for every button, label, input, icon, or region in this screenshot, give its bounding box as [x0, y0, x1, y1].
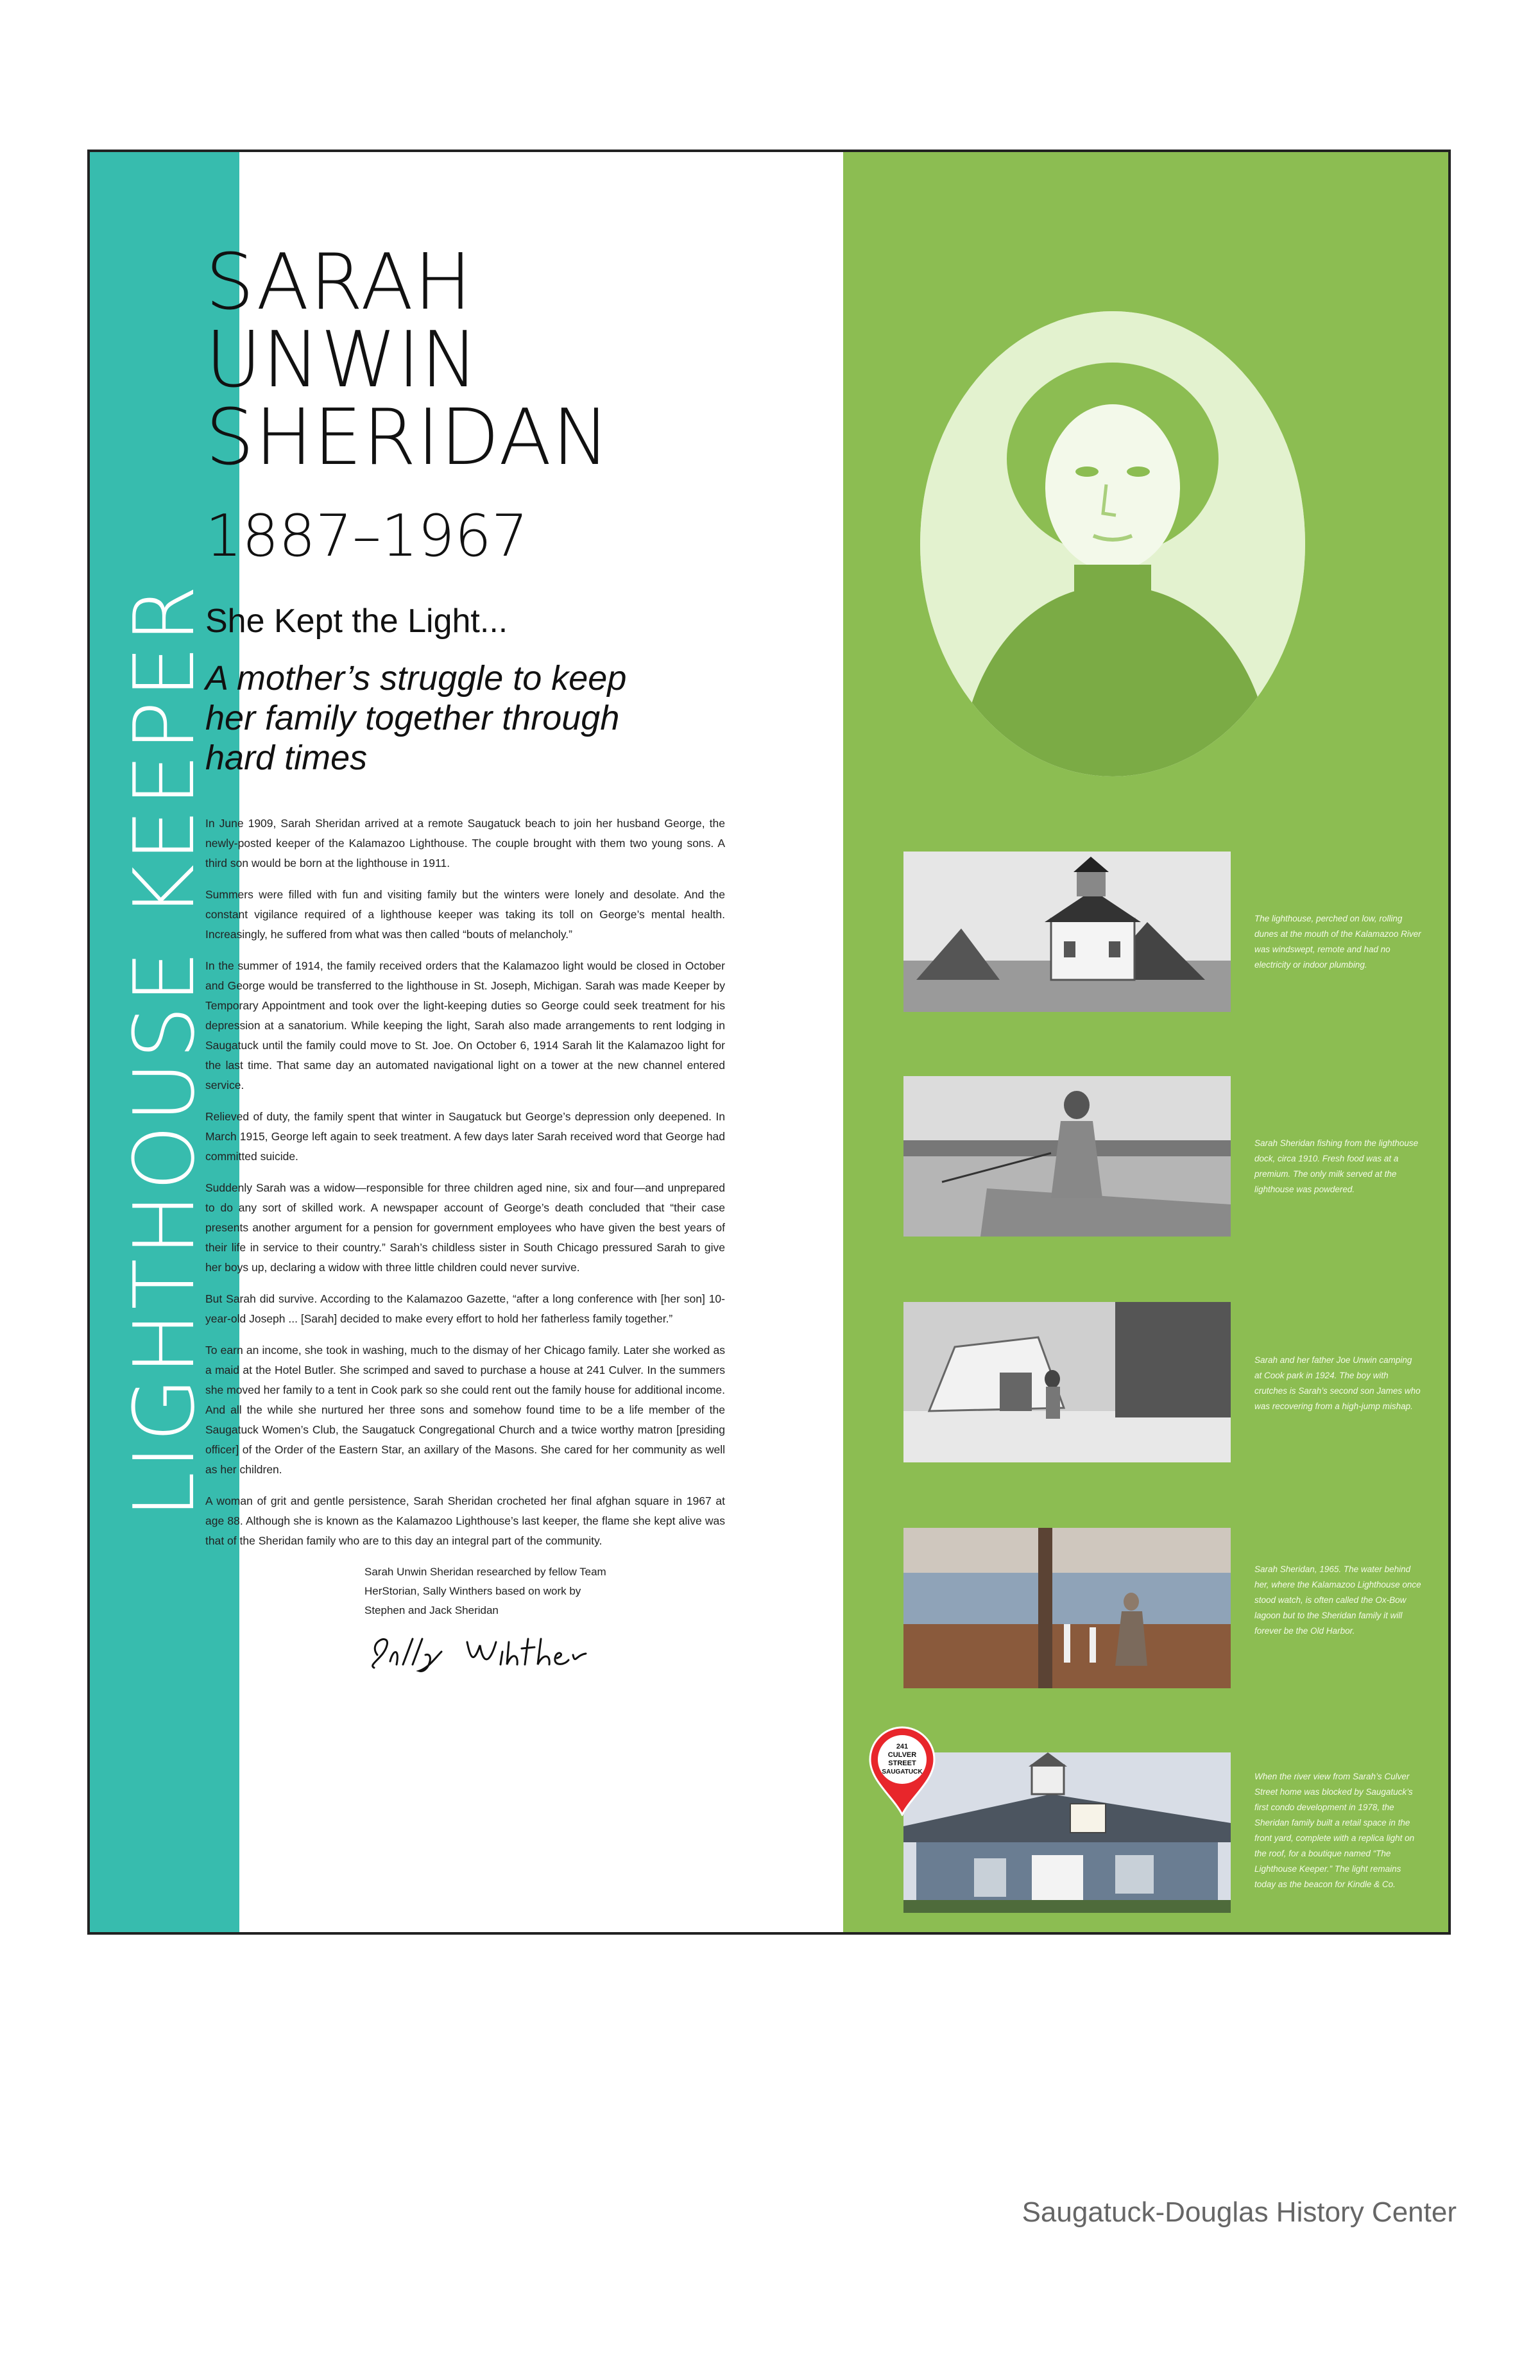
pin-line-1: 241: [896, 1743, 909, 1751]
paragraph: Suddenly Sarah was a widow—responsible for three children aged nine, six and four—and unprepared to do any sort of skilled work. A newspaper account of George’s death concluded that “their case presents another argument for a pension for government employees who have given the best years of their life in service to their country.” Sarah’s childless sister in South Chicago pressured Sarah to give her boys up, declaring a widow with three little children could never survive.: [205, 1181, 725, 1274]
pin-line-3: STREET: [888, 1759, 916, 1767]
paragraph: A woman of grit and gentle persistence, Sarah Sheridan crocheted her final afghan square in 1967 at age 88. Although she is known as the Kalamazoo Lighthouse’s last keeper, the flame she kept alive was that of the Sheridan family who are to this day an integral part of the community.: [205, 1494, 725, 1547]
fishing-image: [903, 1076, 1231, 1237]
harbor-image: [903, 1528, 1231, 1688]
paragraph: But Sarah did survive. According to the Kalamazoo Gazette, “after a long conference with [her son] 10-year-old Joseph ... [Sarah] decided to make every effort to hold her fatherless family together.”: [205, 1292, 725, 1325]
tent-image: [903, 1302, 1231, 1462]
research-credit: Sarah Unwin Sheridan researched by fellow Team HerStorian, Sally Winthers based on work by Stephen and Jack Sheridan: [364, 1566, 606, 1616]
old-harbor-photo: [903, 1528, 1231, 1688]
sidebar-title: LIGHTHOUSE KEEPER: [116, 582, 213, 1519]
photo-caption: The lighthouse, perched on low, rolling dunes at the mouth of the Kalamazoo River was windswept, remote and had no electricity or indoor plumbing.: [1254, 914, 1421, 970]
name-line-2: UNWIN: [205, 316, 479, 405]
pin-line-2: CULVER: [887, 1751, 917, 1759]
lighthouse-image: [903, 852, 1231, 1012]
page-title: [205, 238, 725, 483]
footer-credit: Saugatuck-Douglas History Center: [1022, 2196, 1457, 2228]
subtitle-line-3: hard times: [205, 739, 368, 777]
tent-camp-photo: [903, 1302, 1231, 1462]
life-years: 1887–1967: [205, 502, 529, 570]
subtitle-line-2: her family together through: [205, 699, 620, 737]
lighthouse-photo: [903, 852, 1231, 1012]
subtitle: [205, 658, 725, 778]
subtitle-line-1: A mother’s struggle to keep: [205, 659, 627, 698]
map-pin-icon: [868, 1726, 937, 1816]
portrait-photo: [920, 311, 1305, 776]
main-content: [205, 238, 725, 1677]
photo-caption: When the river view from Sarah’s Culver Street home was blocked by Saugatuck’s first condo development in 1978, the Sheridan family built a retail space in the front yard, complete with a replica light on the roof, for a boutique named “The Lighthouse Keeper.” The light remains today as the beacon for Kindle & Co.: [1254, 1772, 1415, 1889]
fishing-dock-photo: [903, 1076, 1231, 1237]
paragraph: Relieved of duty, the family spent that winter in Saugatuck but George’s depression only deepened. In March 1915, George left again to seek treatment. A few days later Sarah received word that George had committed suicide.: [205, 1110, 725, 1163]
map-pin-shape: [868, 1726, 937, 1816]
article-body: [205, 814, 725, 1551]
kicker: She Kept the Light...: [205, 603, 508, 640]
signature-image: [364, 1629, 595, 1674]
name-line-3: SHERIDAN: [205, 393, 611, 483]
photo-caption: Sarah and her father Joe Unwin camping at Cook park in 1924. The boy with crutches is Sarah’s second son James who was recovering from a high-jump mishap.: [1254, 1355, 1421, 1411]
pin-line-4: SAUGATUCK: [882, 1768, 923, 1776]
paragraph: In the summer of 1914, the family received orders that the Kalamazoo light would be closed in October and George would be transferred to the lighthouse in St. Joseph, Michigan. Sarah was made Keeper by Temporary Appointment and took over the light-keeping duties so George could seek treatment for his depression at a sanatorium. While keeping the light, Sarah also made arrangements to rent lodging in Saugatuck until the family could move to St. Joe. On October 6, 1914 Sarah lit the Kalamazoo light for the last time. That same day an automated navigational light on a tower at the new channel entered service.: [205, 959, 725, 1092]
photo-caption: Sarah Sheridan, 1965. The water behind her, where the Kalamazoo Lighthouse once stood watch, is often called the Ox-Bow lagoon but to the Sheridan family it will forever be the Old Harbor.: [1254, 1564, 1421, 1636]
lighthouse-keeper-shop-photo: [903, 1752, 1231, 1913]
portrait-image: [920, 311, 1305, 776]
paragraph: Summers were filled with fun and visiting family but the winters were lonely and desolate. And the constant vigilance required of a lighthouse keeper was taking its toll on George’s mental health. Increasingly, he suffered from what was then called “bouts of melancholy.”: [205, 888, 725, 941]
paragraph: To earn an income, she took in washing, much to the dismay of her Chicago family. Later she worked as a maid at the Hotel Butler. She scrimped and saved to purchase a house at 241 Culver. In the summers she moved her family to a tent in Cook park so she could rent out the family house for additional income. And all the while she nurtured her three sons and somehow found time to be a life member of the Saugatuck Women’s Club, the Saugatuck Congregational Church and a twice worthy matron [presiding officer] of the Order of the Eastern Star, an axillary of the Masons. She cared for her community as well as her children.: [205, 1344, 725, 1476]
paragraph: In June 1909, Sarah Sheridan arrived at a remote Saugatuck beach to join her husband George, the newly-posted keeper of the Kalamazoo Lighthouse. The couple brought with them two young sons. A third son would be born at the lighthouse in 1911.: [205, 817, 725, 869]
signature: [364, 1629, 725, 1677]
photo-caption: Sarah Sheridan fishing from the lighthouse dock, circa 1910. Fresh food was at a premium. The only milk served at the lighthouse was powdered.: [1254, 1138, 1419, 1194]
name-line-1: SARAH: [205, 238, 473, 327]
shop-image: [903, 1752, 1231, 1913]
